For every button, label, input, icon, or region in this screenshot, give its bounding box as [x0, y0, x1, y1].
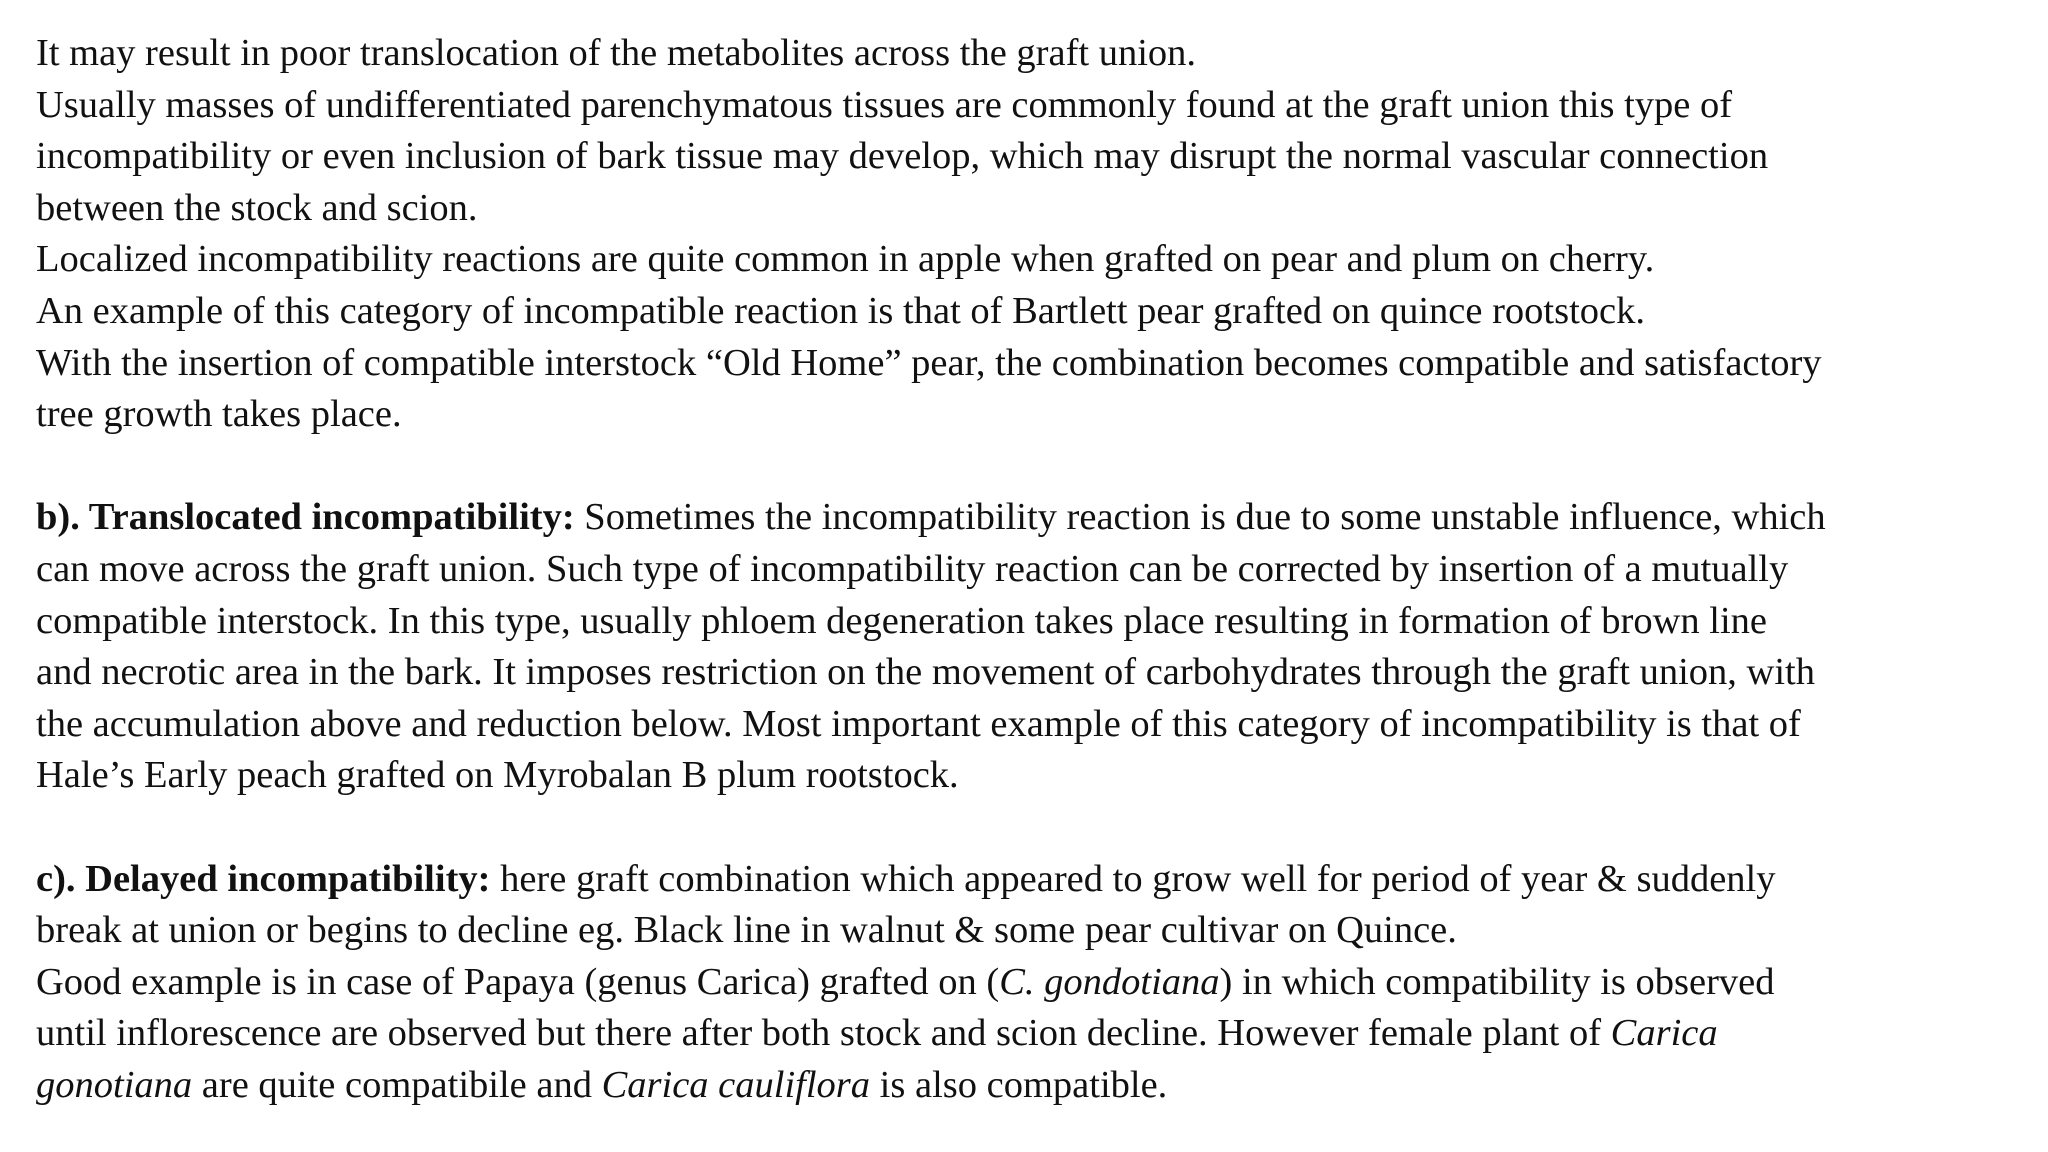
text-line: Usually masses of undifferentiated parenchymatous tissues are commonly found at the graft union this type of: [36, 83, 1733, 126]
text-line: tree growth takes place.: [36, 393, 402, 436]
text-run: ) in which compatibility is observed: [1219, 960, 1775, 1003]
paragraph-gap: [36, 802, 2026, 854]
translocated-incompatibility-section: [36, 492, 2026, 802]
text-line: [36, 1008, 2026, 1060]
text-line: [36, 492, 2026, 544]
italic-species-name: Carica cauliflora: [601, 1063, 871, 1106]
text-run: Sometimes the incompatibility reaction is due to some unstable influence, which: [574, 496, 1826, 539]
text-line: [36, 1060, 2026, 1112]
delayed-incompatibility-section: [36, 854, 2026, 1112]
text-line: An example of this category of incompatible reaction is that of Bartlett pear grafted on quince rootstock.: [36, 289, 1645, 332]
italic-species-name: C. gondotiana: [999, 960, 1220, 1003]
section-heading: c). Delayed incompatibility:: [36, 857, 491, 900]
text-line: and necrotic area in the bark. It imposes restriction on the movement of carbohydrates through the graft union, with: [36, 651, 1816, 694]
italic-species-name: Carica: [1610, 1012, 1718, 1055]
text-run: until inflorescence are observed but there after both stock and scion decline. However female plant of: [36, 1012, 1611, 1055]
document-page: [36, 28, 2026, 1111]
text-line: the accumulation above and reduction below. Most important example of this category of incompatibility is that of: [36, 702, 1801, 745]
text-line: can move across the graft union. Such type of incompatibility reaction can be corrected by insertion of a mutually: [36, 547, 1789, 590]
text-line: break at union or begins to decline eg. Black line in walnut & some pear cultivar on Quince.: [36, 909, 1457, 952]
text-run: here graft combination which appeared to grow well for period of year & suddenly: [490, 857, 1776, 900]
paragraph-gap: [36, 441, 2026, 493]
italic-species-name: gonotiana: [36, 1063, 193, 1106]
text-line: [36, 854, 2026, 906]
text-line: [36, 957, 2026, 1009]
intro-section: [36, 28, 2026, 441]
text-run: Good example is in case of Papaya (genus Carica) grafted on (: [36, 960, 1000, 1003]
text-line: Localized incompatibility reactions are quite common in apple when grafted on pear and plum on cherry.: [36, 238, 1655, 281]
text-run: is also compatible.: [870, 1063, 1168, 1106]
text-line: With the insertion of compatible interstock “Old Home” pear, the combination becomes compatible and satisfactory: [36, 341, 1822, 384]
text-run: are quite compatibile and: [192, 1063, 602, 1106]
text-line: Hale’s Early peach grafted on Myrobalan B plum rootstock.: [36, 754, 959, 797]
text-line: compatible interstock. In this type, usually phloem degeneration takes place resulting in formation of brown line: [36, 599, 1767, 642]
text-line: It may result in poor translocation of the metabolites across the graft union.: [36, 32, 1197, 74]
text-line: incompatibility or even inclusion of bark tissue may develop, which may disrupt the normal vascular connection: [36, 135, 1769, 178]
section-heading: b). Translocated incompatibility:: [36, 496, 575, 539]
text-line: between the stock and scion.: [36, 186, 478, 229]
